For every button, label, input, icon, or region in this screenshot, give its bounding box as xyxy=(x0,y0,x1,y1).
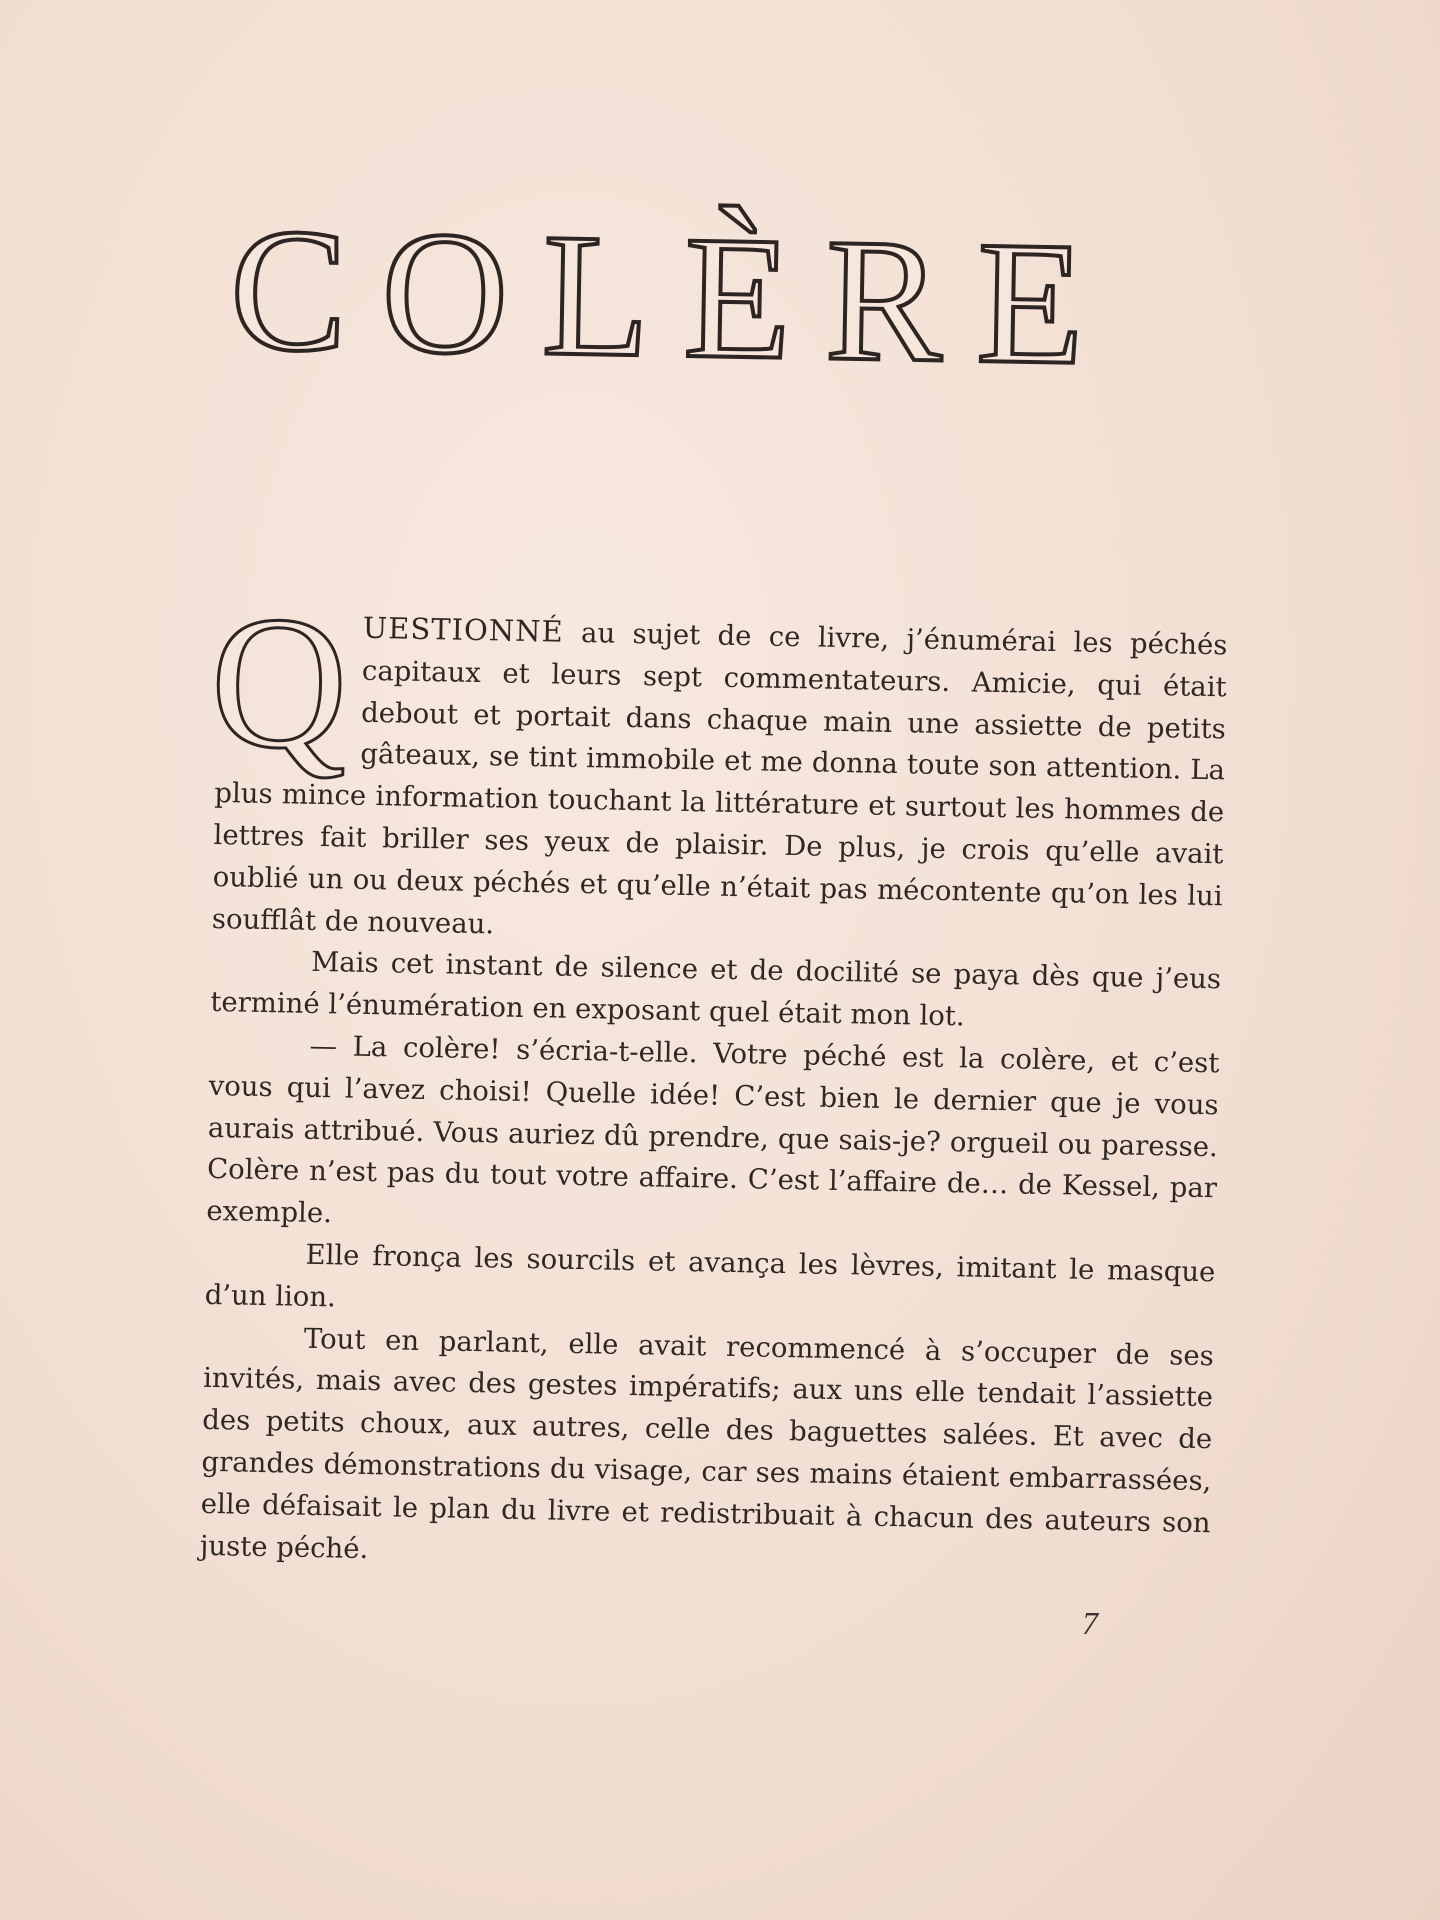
paragraph-2: Mais cet instant de silence et de docilité se paya dès que j’eus terminé l’énumération en exposant quel était mon lot. xyxy=(210,946,1222,1033)
drop-cap: Q xyxy=(208,576,350,790)
lead-caps: UESTIONNÉ xyxy=(362,610,565,649)
paragraph-4: Elle fronça les sourcils et avança les lèvres, imitant le masque d’un lion. xyxy=(204,1238,1216,1314)
paragraph-5: Tout en parlant, elle avait recommencé à s’occuper de ses invités, mais avec des gestes impératifs; aux uns elle tendait l’assiette des petits choux, aux autres, celle des baguettes salées. Et avec de grandes démonstrations du visage, car ses mains étaient embarrassées, elle défaisait le plan du livre et redistribuait à chacun des auteurs son juste péché. xyxy=(199,1322,1215,1565)
chapter-title: COLÈRE xyxy=(228,192,1120,403)
body-text xyxy=(199,576,1228,1587)
paragraph-1 xyxy=(208,576,1228,960)
paragraph-3: — La colère! s’écria-t-elle. Votre péché est la colère, et c’est vous qui l’avez choisi! Quelle idée! C’est bien le dernier que je vous aurais attribué. Vous auriez dû prendre, que sais-je? orgueil ou paresse. Colère n’est pas du tout votre affaire. C’est l’affaire de… de Kessel, par exemple. xyxy=(206,1029,1220,1230)
page-number: 7 xyxy=(1082,1605,1098,1641)
paragraph-1-text: au sujet de ce livre, j’énumérai les péchés capitaux et leurs sept commentateurs. Amicie, qui était debout et portait dans chaque main une assiette de petits gâteaux, se tint immobile et me donna toute son attention. La plus mince information touchant la littérature et surtout les hommes de lettres fait briller ses yeux de plaisir. De plus, je crois qu’elle avait oublié un ou deux péchés et qu’elle n’était pas mécontente qu’on les lui soufflât de nouveau. xyxy=(211,616,1228,940)
